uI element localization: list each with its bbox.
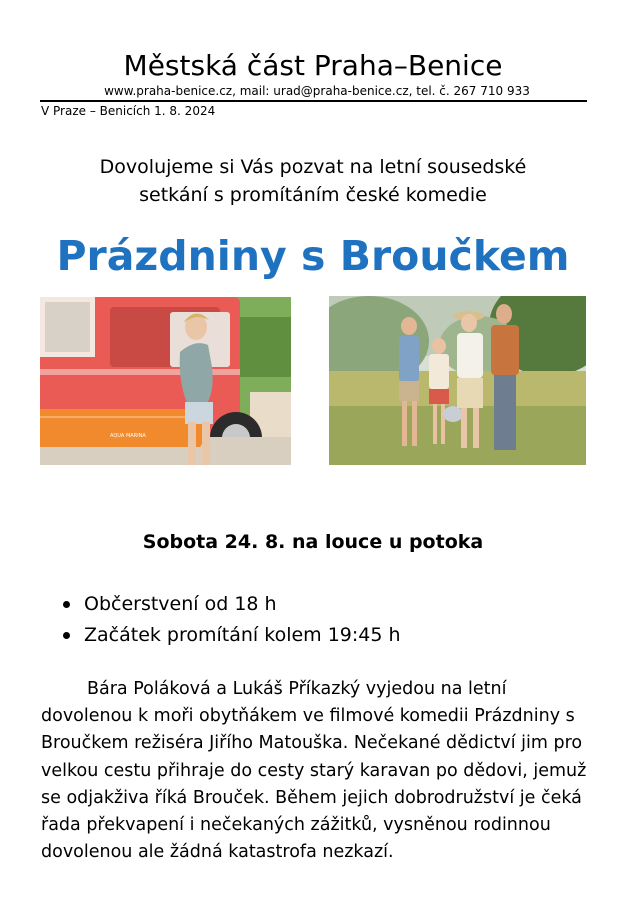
photo-family-in-meadow [329, 296, 586, 465]
dateline: V Praze – Benicích 1. 8. 2024 [41, 104, 216, 118]
photo-family-in-meadow-illustration [329, 296, 586, 465]
movie-title: Prázdniny s Broučkem [56, 232, 570, 280]
list-item [62, 620, 401, 651]
bullet-icon [63, 632, 70, 639]
event-details-list [62, 589, 401, 651]
list-item-text: Začátek promítání kolem 19:45 h [84, 624, 401, 646]
list-item [62, 589, 401, 620]
header-divider [40, 100, 587, 102]
event-headline: Sobota 24. 8. na louce u potoka [142, 531, 484, 553]
invitation-text [0, 153, 626, 209]
invitation-line-1: Dovolujeme si Vás pozvat na letní sousedské [99, 156, 527, 178]
list-item-text: Občerstvení od 18 h [84, 593, 277, 615]
movie-description: Bára Poláková a Lukáš Příkazký vyjedou na letní dovolenou k moři obytňákem ve filmové komedii Prázdniny s Broučkem režiséra Jiřího Matouška. Nečekané dědictví jim pro velkou cestu přihraje do cesty starý karavan po dědovi, jemuž se odjakživa říká Brouček. Během jejich dobrodružství je čeká řada překvapení i nečekaných zážitků, vysněnou rodinnou dovolenou ale žádná katastrofa nezkazí. [41, 679, 587, 863]
photo-woman-with-van [40, 297, 291, 465]
municipality-title: Městská část Praha–Benice [123, 49, 503, 82]
contact-line: www.praha-benice.cz, mail: urad@praha-benice.cz, tel. č. 267 710 933 [104, 84, 530, 98]
paddleboard-brand: AQUA MARINA [110, 433, 146, 439]
invitation-line-2: setkání s promítáním české komedie [139, 184, 487, 206]
photo-woman-with-van-illustration [40, 297, 291, 465]
bullet-icon [63, 601, 70, 608]
